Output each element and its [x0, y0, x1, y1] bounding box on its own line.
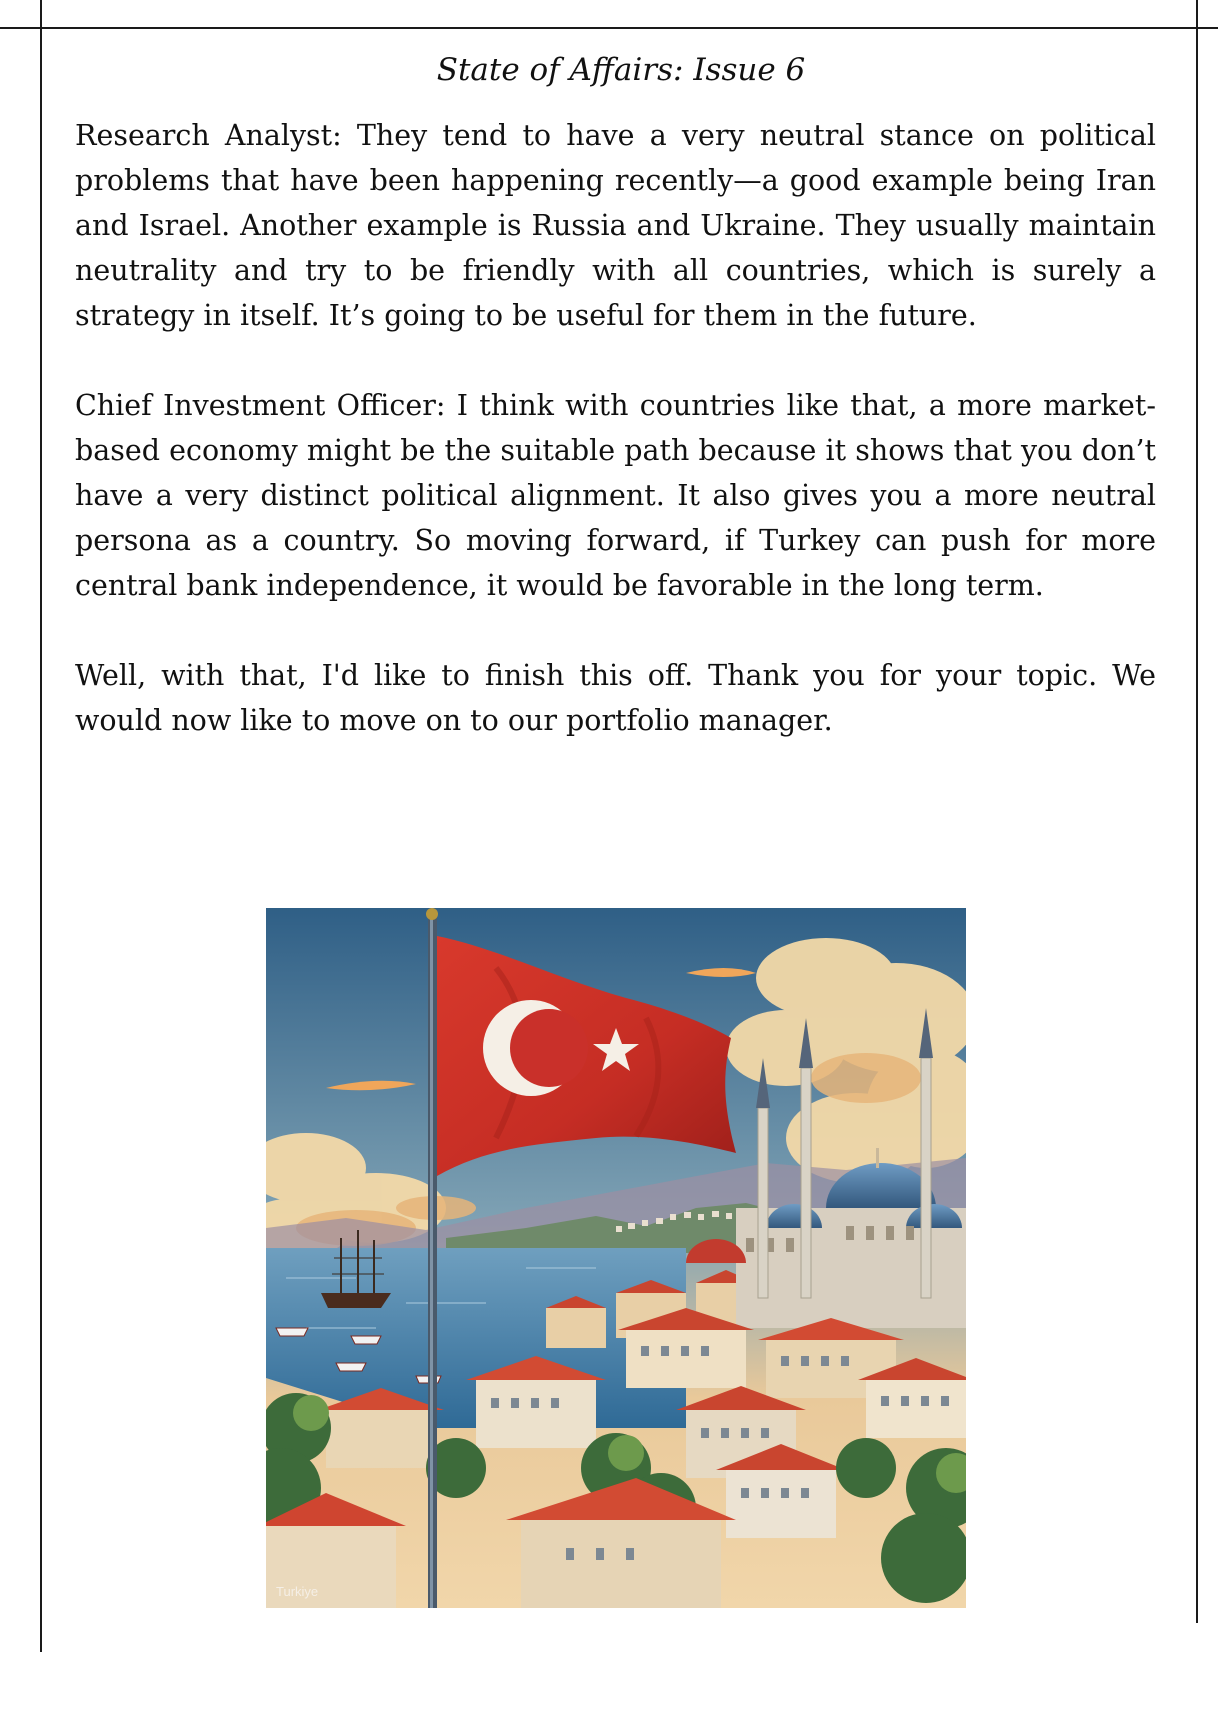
article-body [75, 113, 1156, 788]
left-border-line [40, 0, 42, 1652]
right-border-line [1196, 0, 1198, 1623]
paragraph-chief-investment-officer: Chief Investment Officer: I think with countries like that, a more market-based economy might be the suitable path because it shows that you don’t have a very distinct political alignment. It also gives you a more neutral persona as a country. So moving forward, if Turkey can push for more central bank independence, it would be favorable in the long term. [75, 389, 1156, 602]
paragraph-research-analyst: Research Analyst: They tend to have a very neutral stance on political problems that have been happening recently—a good example being Iran and Israel. Another example is Russia and Ukraine. They usually maintain neutrality and try to be friendly with all countries, which is surely a strategy in itself. It’s going to be useful for them in the future. [75, 119, 1156, 332]
illustration-signature: Turkiye [276, 1584, 319, 1599]
page-header-title: State of Affairs: Issue 6 [436, 52, 806, 88]
paragraph-closing: Well, with that, I'd like to finish this off. Thank you for your topic. We would now like to move on to our portfolio manager. [75, 659, 1156, 737]
turkey-illustration [266, 908, 966, 1608]
top-border-line [0, 27, 1218, 29]
